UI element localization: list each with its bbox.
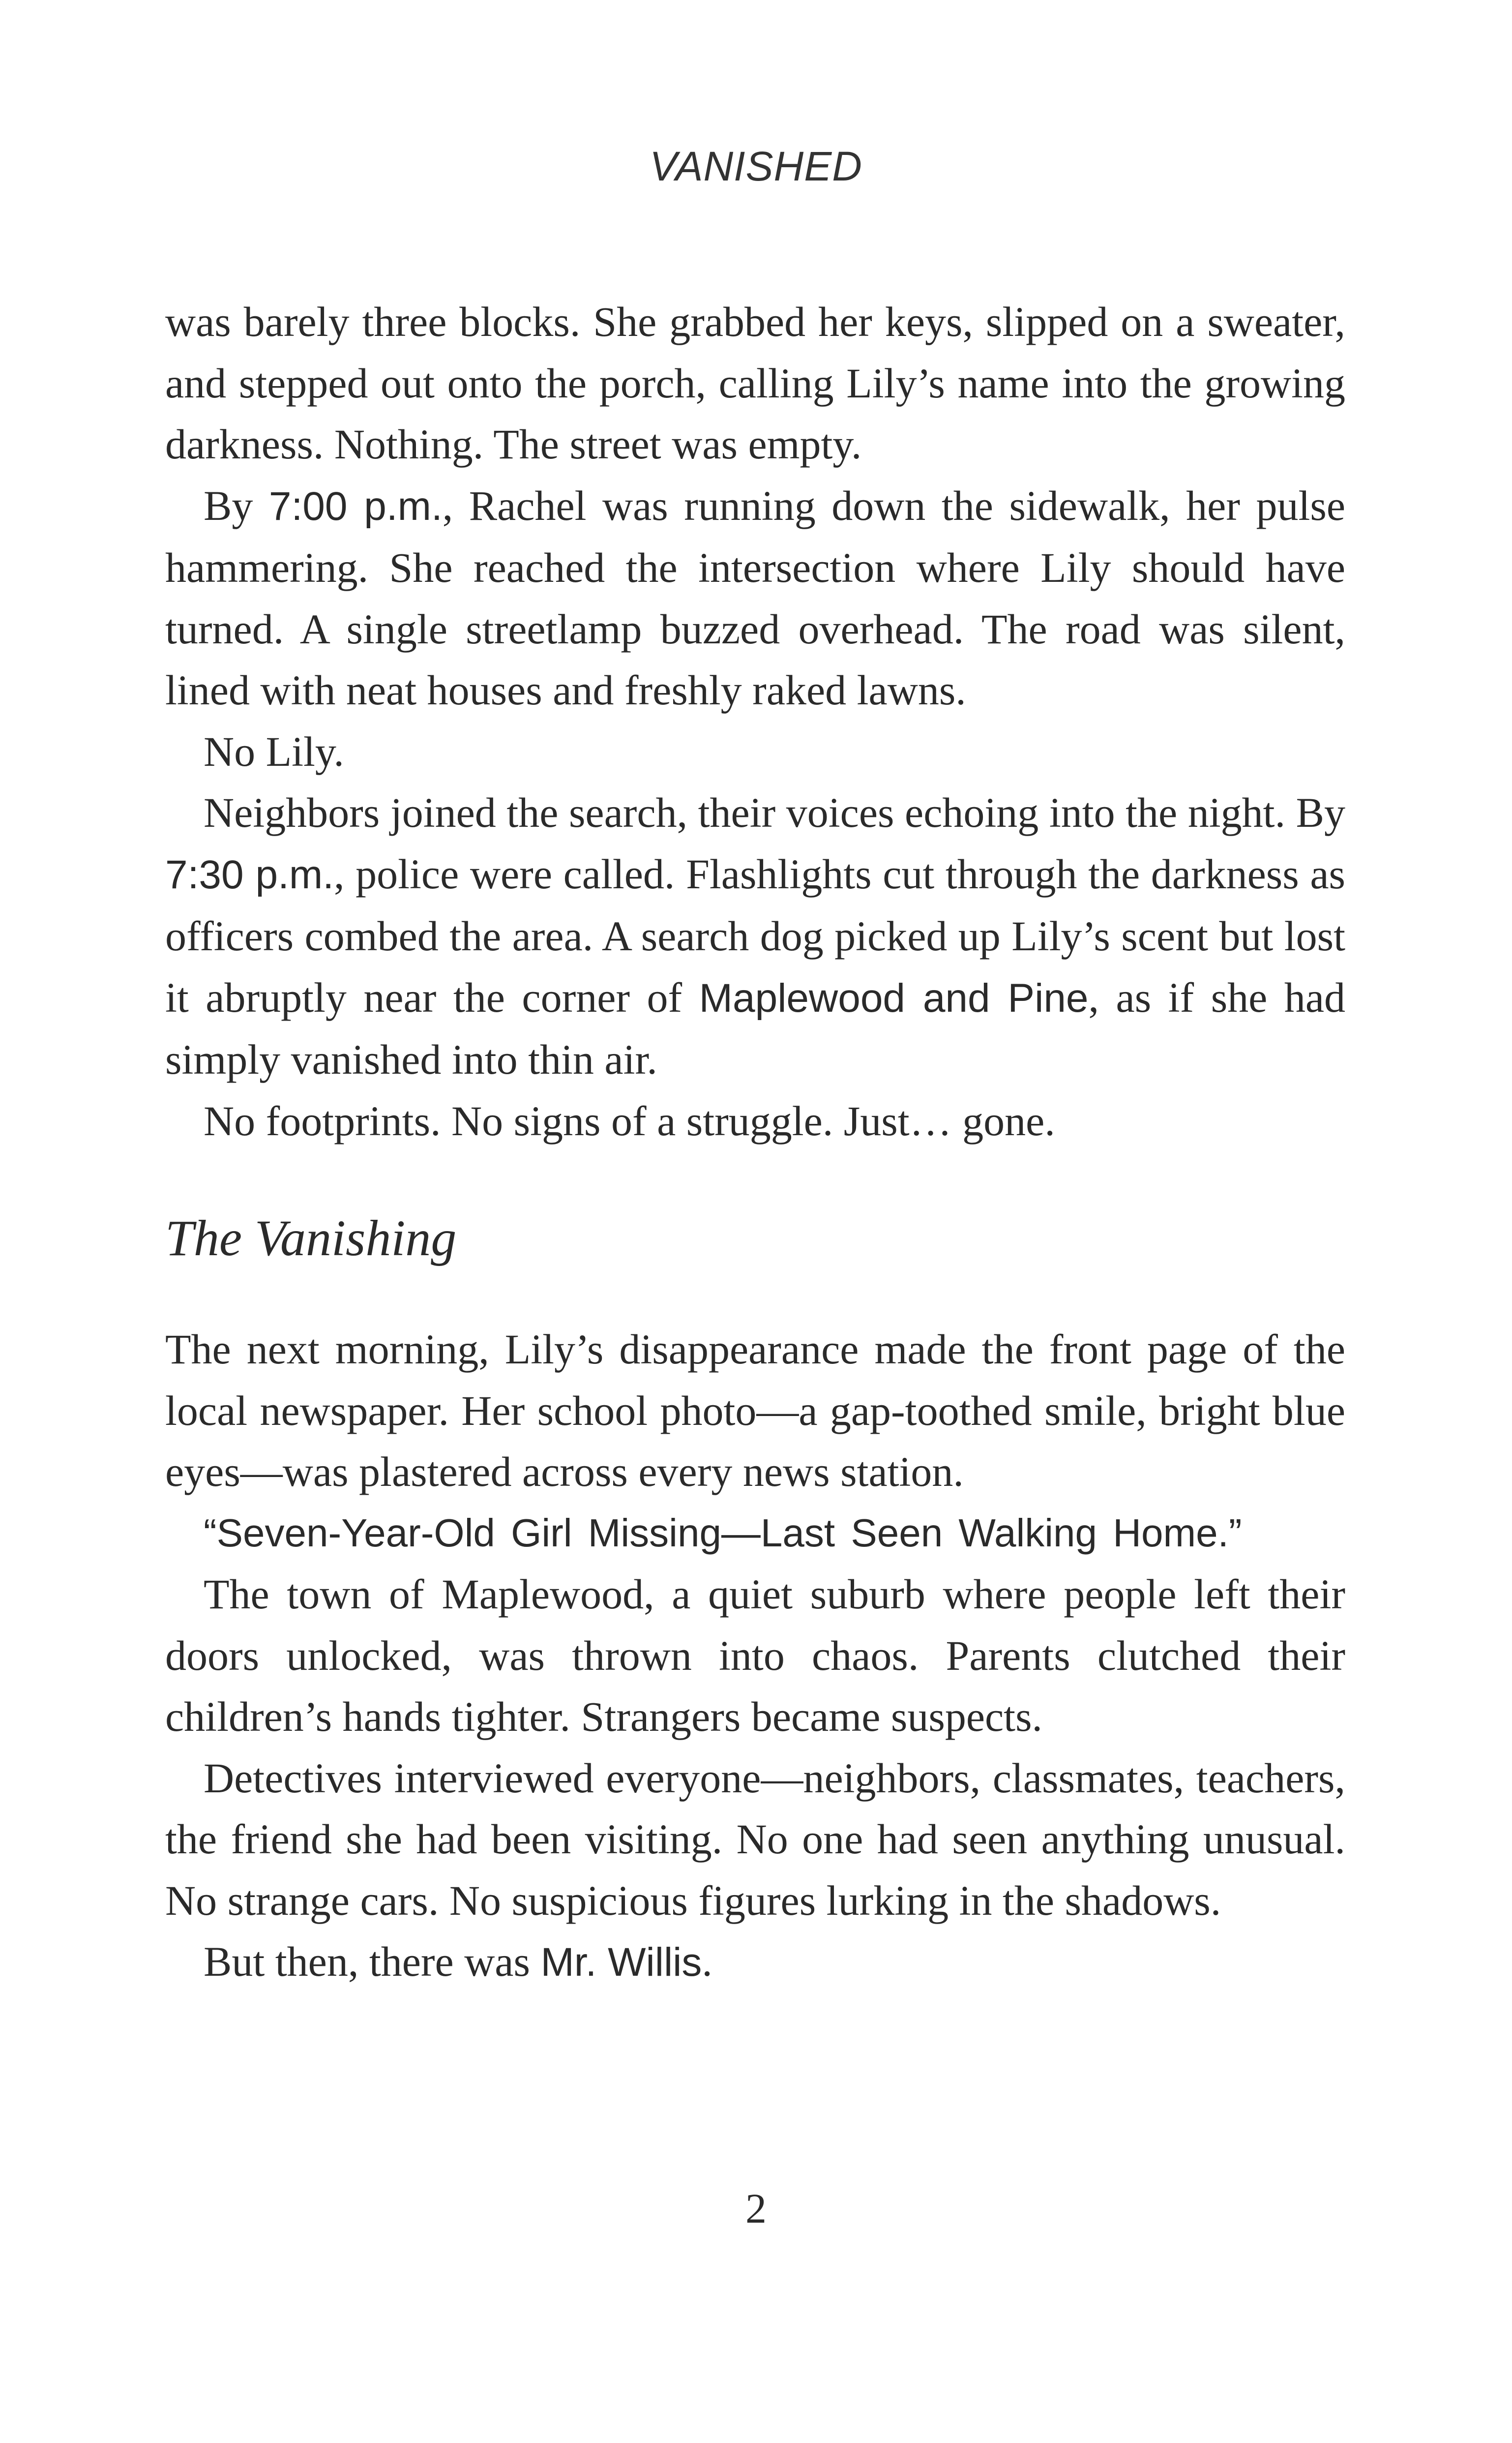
time-reference: 7:00 p.m.	[268, 483, 443, 529]
paragraph: The next morning, Lily’s disappearance made the front page of the local newspaper. Her school photo—a gap-toothed smile, bright blue eyes—was plastered across every news station.	[165, 1326, 1345, 1495]
place-name: Maplewood and Pine	[699, 975, 1089, 1021]
page-body	[165, 291, 1345, 1993]
section-heading: The Vanishing	[165, 1210, 457, 1267]
text-run: , as if she had simply vanished into thin air.	[165, 973, 1345, 1083]
paragraph: Detectives interviewed everyone—neighbors, classmates, teachers, the friend she had been visiting. No one had seen anything unusual. No strange cars. No suspicious figures lurking in the shadows.	[165, 1754, 1345, 1924]
text-run: .	[702, 1938, 712, 1985]
paragraph: No Lily.	[204, 727, 344, 775]
paragraph	[165, 782, 1345, 1090]
text-run: , Rachel was running down the sidewalk, her pulse hammering. She reached the intersection where Lily should have turned. A single streetlamp buzzed overhead. The road was silent, lined with neat houses and freshly raked lawns.	[165, 482, 1345, 714]
running-head: VANISHED	[650, 143, 862, 189]
time-reference: 7:30 p.m.	[165, 852, 334, 897]
text-run: Neighbors joined the search, their voices echoing into the night. By	[204, 789, 1345, 836]
text-run: By	[204, 482, 269, 529]
paragraph: No footprints. No signs of a struggle. Just… gone.	[204, 1097, 1055, 1145]
paragraph: The town of Maplewood, a quiet suburb where people left their doors unlocked, was thrown into chaos. Parents clutched their children’s hands tighter. Strangers became suspects.	[165, 1570, 1345, 1740]
page-number: 2	[745, 2185, 767, 2232]
paragraph: was barely three blocks. She grabbed her keys, slipped on a sweater, and stepped out onto the porch, calling Lily’s name into the growing darkness. Nothing. The street was empty.	[165, 298, 1345, 468]
newspaper-headline: “Seven-Year-Old Girl Missing—Last Seen Walking Home.”	[204, 1510, 1242, 1555]
person-name: Mr. Willis	[540, 1940, 702, 1985]
text-run: But then, there was	[204, 1938, 541, 1985]
paragraph	[165, 1931, 1345, 1993]
paragraph	[165, 475, 1345, 721]
text-run: , police were called. Flashlights cut through the darkness as officers combed the area. A search dog picked up Lily’s scent but lost it abruptly near the corner of	[165, 850, 1345, 1021]
